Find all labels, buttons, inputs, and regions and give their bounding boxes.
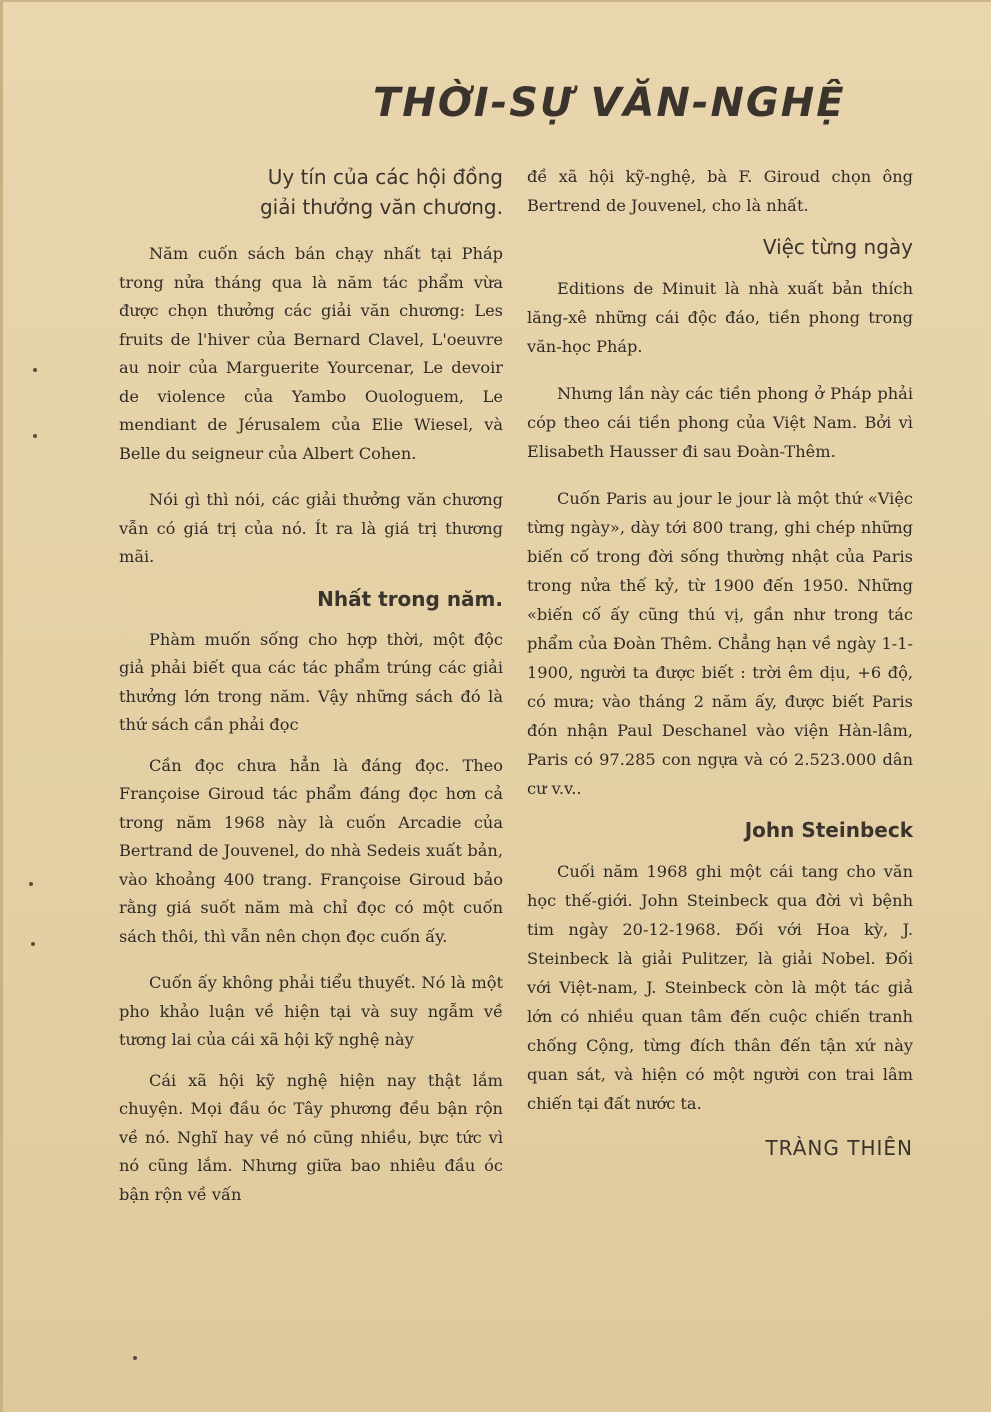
section-title-1a: Uy tín của các hội đồng [267, 165, 503, 189]
binding-hole-mark [33, 368, 37, 372]
paragraph-avant-garde: Nhưng lần này các tiền phong ở Pháp phải cóp theo cái tiền phong của Việt Nam. Bởi vì Elisabeth Hausser đi sau Đoàn-Thêm. [527, 384, 913, 461]
binding-hole-mark [31, 942, 35, 946]
paragraph-paris-au-jour: Cuốn Paris au jour le jour là một thứ «Việc từng ngày», dày tới 800 trang, ghi chép những biến cố trong đời sống thường nhật của Paris trong nửa thế kỷ, từ 1900 đến 1950. Những «biến cố ấy cũng thú vị, gần như trong tác phẩm của Đoàn Thêm. Chẳng hạn về ngày 1-1-1900, người ta được biết : trời êm dịu, +6 độ, có mưa; vào tháng 2 năm ấy, được biết Paris đón nhận Paul Deschanel vào viện Hàn-lâm, Paris có 97.285 con ngựa và có 2.523.000 dân cư v.v.. [527, 489, 913, 798]
left-column [119, 162, 503, 1209]
paragraph-bestsellers: Năm cuốn sách bán chạy nhất tại Pháp trong nửa tháng qua là năm tác phẩm vừa được chọn thưởng các giải văn chương: Les fruits de l'hiver của Bernard Clavel, L'oeuvre au noir của Marguerite Yourcenar, Le devoir de violence của Yambo Ouologuem, Le mendiant de Jérusalem của Elie Wiesel, và Belle du seigneur của Albert Cohen. [119, 244, 503, 463]
binding-hole-mark [33, 434, 37, 438]
paragraph-arcadie: Cần đọc chưa hẳn là đáng đọc. Theo Françoise Giroud tác phẩm đáng đọc hơn cả trong năm 1968 này là cuốn Arcadie của Bertrand de Jouvenel, do nhà Sedeis xuất bản, vào khoảng 400 trang. Françoise Giroud bảo rằng giá suốt năm mà chỉ đọc có một cuốn sách thôi, thì vẫn nên chọn đọc cuốn ấy. [119, 755, 503, 946]
section-title-4: John Steinbeck [744, 818, 913, 842]
paragraph-industrial-society: Cái xã hội kỹ nghệ hiện nay thật lắm chuyện. Mọi đầu óc Tây phương đều bận rộn về nó. Nghĩ hay về nó cũng nhiều, bực tức vì nó cũng lắm. Nhưng giữa bao nhiêu đầu óc bận rộn về vấn [119, 1070, 503, 1204]
speck-mark [133, 1356, 137, 1360]
section-title-2: Nhất trong năm. [317, 586, 503, 611]
right-column [527, 162, 913, 1160]
paragraph-editions-minuit: Editions de Minuit là nhà xuất bản thích lăng-xê những cái độc đáo, tiền phong trong văn-học Pháp. [527, 279, 913, 356]
binding-hole-mark [29, 882, 33, 886]
section-title-3: Việc từng ngày [762, 235, 913, 259]
paragraph-essay: Cuốn ấy không phải tiểu thuyết. Nó là một pho khảo luận về hiện tại và suy ngẫm về tương lai của cái xã hội kỹ nghệ này [119, 973, 503, 1049]
paragraph-must-read: Phàm muốn sống cho hợp thời, một độc giả phải biết qua các tác phẩm trúng các giải thưởng lớn trong năm. Vậy những sách đó là thứ sách cần phải đọc [119, 629, 503, 734]
section-title-1b: giải thưởng văn chương. [259, 195, 503, 219]
paragraph-steinbeck: Cuối năm 1968 ghi một cái tang cho văn học thế-giới. John Steinbeck qua đời vì bệnh tim ngày 20-12-1968. Đối với Hoa kỳ, J. Steinbeck là giải Pulitzer, là giải Nobel. Đối với Việt-nam, J. Steinbeck còn là một tác giả lớn có nhiều quan tâm đến cuộc chiến tranh chống Cộng, từng đích thân đến tận xứ này quan sát, và hiện có một người con trai lâm chiến tại đất nước ta. [527, 862, 913, 1113]
paragraph-commercial-value: Nói gì thì nói, các giải thưởng văn chương vẫn có giá trị của nó. Ít ra là giá trị thương mãi. [119, 490, 503, 566]
page-headline: THỜI-SỰ VĂN-NGHỆ [373, 80, 846, 126]
author-signature: TRÀNG THIÊN [765, 1136, 913, 1160]
paragraph-continued: đề xã hội kỹ-nghệ, bà F. Giroud chọn ông Bertrend de Jouvenel, cho là nhất. [527, 167, 913, 215]
